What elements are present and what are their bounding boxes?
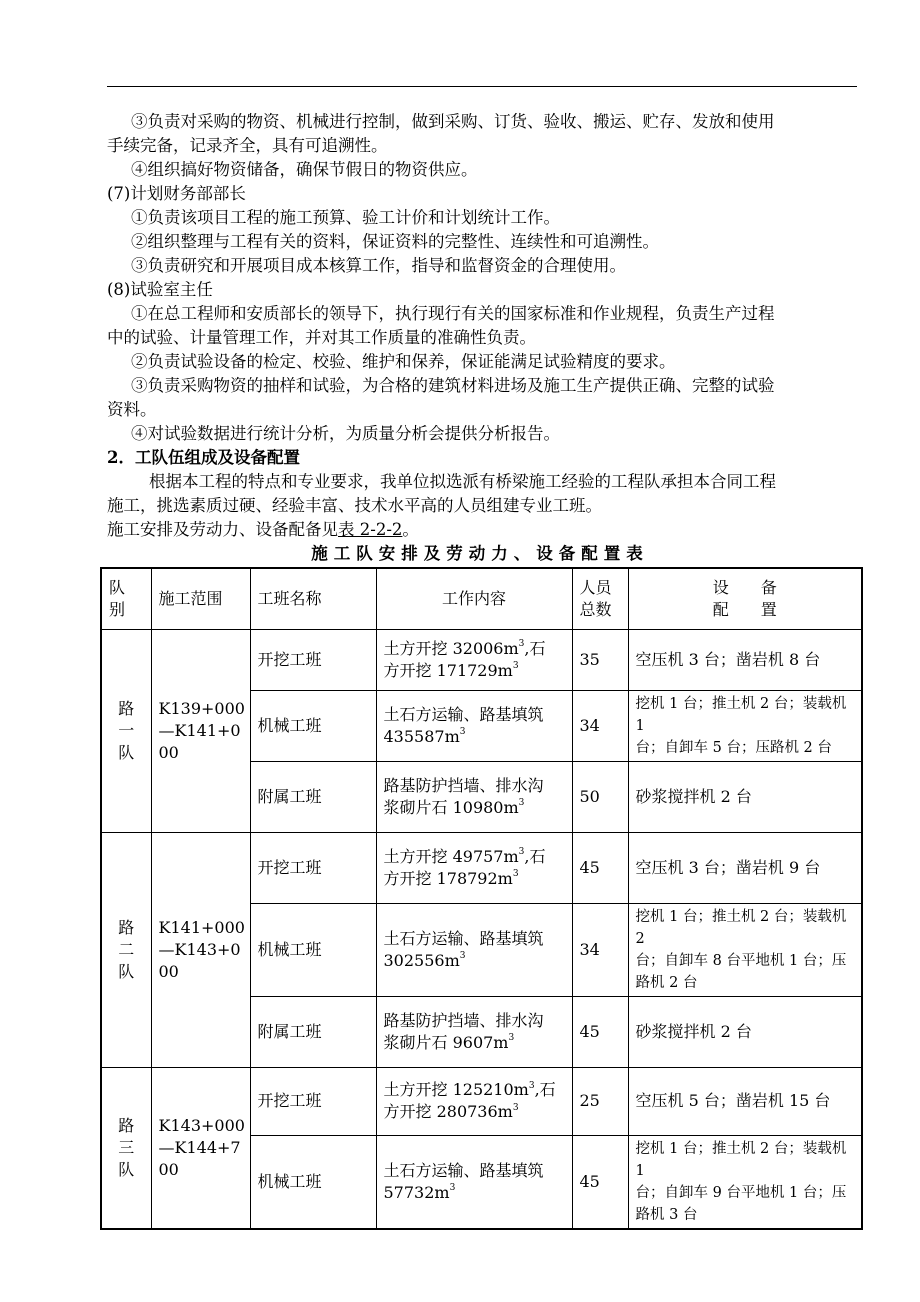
table-reference-link[interactable]: 表 2-2-2 — [338, 520, 403, 539]
equipment-cell: 挖机 1 台；推土机 2 台；装载机 1 台；自卸车 5 台；压路机 2 台 — [628, 690, 862, 761]
table-reference-suffix: 。 — [402, 520, 419, 539]
intro-line-2: 施工，挑选素质过硬、经验丰富、技术水平高的人员组建专业工班。 — [107, 496, 602, 515]
header-crew: 工班名称 — [250, 568, 376, 629]
scope-cell: K141+000 —K143+0 00 — [151, 832, 250, 1067]
table-header-row — [101, 568, 862, 629]
equipment-cell: 砂浆搅拌机 2 台 — [628, 761, 862, 832]
equipment-cell: 挖机 1 台；推土机 2 台；装载机 1 台；自卸车 9 台平地机 1 台；压 路机 3 台 — [628, 1135, 862, 1229]
header-people: 人员 总数 — [572, 568, 628, 629]
people-cell: 45 — [572, 1135, 628, 1229]
scope-cell: K143+000 —K144+7 00 — [151, 1067, 250, 1229]
para-4: ④组织搞好物资储备，确保节假日的物资供应。 — [131, 160, 478, 179]
section-2-heading: 2．工队伍组成及设备配置 — [107, 448, 300, 467]
item-7-1: ①负责该项目工程的施工预算、验工计价和计划统计工作。 — [131, 208, 560, 227]
heading-7: (7)计划财务部部长 — [107, 184, 246, 203]
item-8-1-line-1: ①在总工程师和安质部长的领导下，执行现行有关的国家标准和作业规程，负责生产过程 — [131, 304, 775, 323]
people-cell: 35 — [572, 629, 628, 690]
team-name-cell: 路 三 队 — [101, 1067, 151, 1229]
intro-line-1: 根据本工程的特点和专业要求，我单位拟选派有桥梁施工经验的工程队承担本合同工程 — [149, 472, 776, 491]
item-8-1-line-2: 中的试验、计量管理工作，并对其工作质量的准确性负责。 — [107, 328, 536, 347]
equipment-cell: 砂浆搅拌机 2 台 — [628, 996, 862, 1067]
header-work: 工作内容 — [376, 568, 572, 629]
people-cell: 34 — [572, 690, 628, 761]
equipment-cell: 空压机 3 台；凿岩机 8 台 — [628, 629, 862, 690]
item-8-2: ②负责试验设备的检定、校验、维护和保养，保证能满足试验精度的要求。 — [131, 352, 676, 371]
people-cell: 45 — [572, 996, 628, 1067]
team-name-cell: 路 二 队 — [101, 832, 151, 1067]
crew-cell: 机械工班 — [250, 690, 376, 761]
people-cell: 34 — [572, 903, 628, 996]
team-config-table — [100, 567, 863, 1230]
crew-cell: 附属工班 — [250, 761, 376, 832]
work-cell: 路基防护挡墙、排水沟 浆砌片石 $10980m^3$ — [376, 761, 572, 832]
table-reference-prefix: 施工安排及劳动力、设备配备见 — [107, 520, 338, 539]
item-8-3-line-2: 资料。 — [107, 400, 157, 419]
crew-cell: 机械工班 — [250, 1135, 376, 1229]
work-cell: 土石方运输、路基填筑 $57732m^3$ — [376, 1135, 572, 1229]
table-row — [101, 1067, 862, 1135]
table-title: 施工队安排及劳动力、设备配置表 — [311, 544, 649, 563]
people-cell: 25 — [572, 1067, 628, 1135]
header-equipment: 设 备 配 置 — [628, 568, 862, 629]
table-reference — [107, 518, 419, 542]
equipment-cell: 挖机 1 台；推土机 2 台；装载机 2 台；自卸车 8 台平地机 1 台；压 路机 2 台 — [628, 903, 862, 996]
crew-cell: 机械工班 — [250, 903, 376, 996]
work-cell: 土方开挖 $32006m^3$,石 方开挖 $171729m^3$ — [376, 629, 572, 690]
people-cell: 45 — [572, 832, 628, 903]
equipment-cell: 空压机 3 台；凿岩机 9 台 — [628, 832, 862, 903]
para-3-line-1: ③负责对采购的物资、机械进行控制，做到采购、订货、验收、搬运、贮存、发放和使用 — [131, 112, 775, 131]
para-3-line-2: 手续完备，记录齐全，具有可追溯性。 — [107, 136, 388, 155]
item-8-3-line-1: ③负责采购物资的抽样和试验，为合格的建筑材料进场及施工生产提供正确、完整的试验 — [131, 376, 775, 395]
work-cell: 路基防护挡墙、排水沟 浆砌片石 $9607m^3$ — [376, 996, 572, 1067]
item-8-4: ④对试验数据进行统计分析，为质量分析会提供分析报告。 — [131, 424, 560, 443]
crew-cell: 开挖工班 — [250, 629, 376, 690]
crew-cell: 开挖工班 — [250, 832, 376, 903]
work-cell: 土石方运输、路基填筑 $435587m^3$ — [376, 690, 572, 761]
header-team: 队 别 — [101, 568, 151, 629]
heading-8: (8)试验室主任 — [107, 280, 213, 299]
work-cell: 土方开挖 $49757m^3$,石 方开挖 $178792m^3$ — [376, 832, 572, 903]
table-row — [101, 832, 862, 903]
work-cell: 土方开挖 $125210m^3$,石 方开挖 $280736m^3$ — [376, 1067, 572, 1135]
header-scope: 施工范围 — [151, 568, 250, 629]
crew-cell: 开挖工班 — [250, 1067, 376, 1135]
scope-cell: K139+000 —K141+0 00 — [151, 629, 250, 832]
equipment-cell: 空压机 5 台；凿岩机 15 台 — [628, 1067, 862, 1135]
table-row — [101, 629, 862, 690]
work-cell: 土石方运输、路基填筑 $302556m^3$ — [376, 903, 572, 996]
header-rule — [107, 86, 857, 87]
item-7-2: ②组织整理与工程有关的资料，保证资料的完整性、连续性和可追溯性。 — [131, 232, 659, 251]
team-name-cell: 路 一 队 — [101, 629, 151, 832]
item-7-3: ③负责研究和开展项目成本核算工作，指导和监督资金的合理使用。 — [131, 256, 626, 275]
crew-cell: 附属工班 — [250, 996, 376, 1067]
people-cell: 50 — [572, 761, 628, 832]
